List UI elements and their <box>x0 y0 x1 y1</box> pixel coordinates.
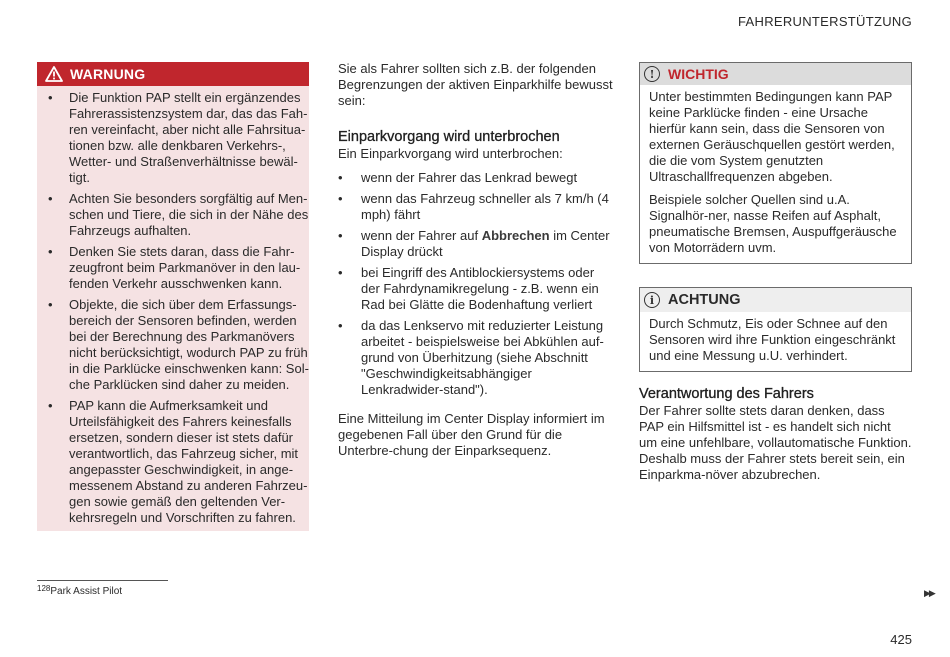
column-three <box>639 62 912 483</box>
list-item: • wenn der Fahrer das Lenkrad bewegt <box>338 170 614 186</box>
important-paragraph: Unter bestimmten Bedingungen kann PAP keine Parklücke finden - eine Ursache hierfür kann sein, dass die Sensoren von externen Geräuschquellen gestört werden, die die vom System genutzten Ultraschallfrequenzen abgeben. <box>649 89 895 184</box>
footnote <box>37 584 122 597</box>
important-box <box>639 62 912 264</box>
column-two <box>338 61 614 459</box>
caution-paragraph: Durch Schmutz, Eis oder Schnee auf den Sensoren wird ihre Funktion eingeschränkt und eine Messung u.U. verhindert. <box>649 316 896 363</box>
warning-list-item: • Objekte, die sich über dem Erfassungs- bereich der Sensoren befinden, werden bei der Berechnung des Parkmanövers nicht berücksichtigt, wodurch PAP zu früh in die Parklücke einschwenken kann: Sol- che Parklücken sind daher zu meiden. <box>45 297 303 393</box>
warning-list-item: • Die Funktion PAP stellt ein ergänzendes Fahrerassistenzsystem dar, das das Fah- ren vereinfacht, aber nicht alle Fahrsitua- tionen bzw. alle denkbaren Verkehrs-, Wetter- und Straßenverhältnisse bewäl- tigt. <box>45 90 303 186</box>
caution-title: ACHTUNG <box>668 292 741 308</box>
subintro-paragraph: Ein Einparkvorgang wird unterbrochen: <box>338 146 563 161</box>
warning-header <box>37 62 309 86</box>
section-heading-responsibility: Verantwortung des Fahrers <box>639 386 814 402</box>
intro-paragraph: Sie als Fahrer sollten sich z.B. der folgenden Begrenzungen der aktiven Einparkhilfe bewusst sein: <box>338 61 613 108</box>
caution-header <box>640 288 911 312</box>
important-title: WICHTIG <box>668 66 729 82</box>
page-header-title: FAHRERUNTERSTÜTZUNG <box>738 14 912 29</box>
important-paragraph: Beispiele solcher Quellen sind u.A. Signalhör-ner, nasse Reifen auf Asphalt, pneumatische Bremsen, Auspuffgeräusche von Motorrädern uvm. <box>649 192 897 255</box>
footnote-number: 128 <box>37 584 51 593</box>
important-header <box>640 63 911 85</box>
responsibility-paragraph: Der Fahrer sollte stets daran denken, dass PAP ein Hilfsmittel ist - es handelt sich nicht um eine unfehlbare, vollautomatische Funktion. Deshalb muss der Fahrer stets bereit sein, ein Einparkma-növer abzubrechen. <box>639 403 912 482</box>
warning-triangle-icon <box>45 66 63 82</box>
important-body <box>640 85 911 263</box>
warning-list-item: • Achten Sie besonders sorgfältig auf Men- schen und Tiere, die sich in der Nähe des Fahrzeugs aufhalten. <box>45 191 303 239</box>
footnote-text: Park Assist Pilot <box>50 586 123 597</box>
caution-box <box>639 287 912 372</box>
abbrechen-label: Abbrechen <box>481 228 550 243</box>
list-item: • wenn das Fahrzeug schneller als 7 km/h (4 mph) fährt <box>338 191 614 223</box>
footnote-divider <box>37 580 168 581</box>
list-item: • wenn der Fahrer auf Abbrechen im Center Display drückt <box>338 228 614 260</box>
next-page-arrows-icon: ▶▶ <box>924 588 934 598</box>
list-item: • da das Lenkservo mit reduzierter Leistung arbeitet - beispielsweise bei Abkühlen auf-grund von Überhitzung (siehe Abschnitt "Geschwindigkeitsabhängiger Lenkradwider-stand"). <box>338 318 614 398</box>
warning-list <box>37 86 309 526</box>
interruption-list <box>338 170 614 398</box>
warning-title: WARNUNG <box>70 66 146 82</box>
exclamation-circle-icon: ! <box>644 66 660 82</box>
warning-box <box>37 62 309 531</box>
closing-paragraph: Eine Mitteilung im Center Display informiert im gegebenen Fall über den Grund für die Unterbre-chung der Einparksequenz. <box>338 411 605 458</box>
list-item: • bei Eingriff des Antiblockiersystems oder der Fahrdynamikregelung - z.B. wenn ein Rad bei Glätte die Bodenhaftung verliert <box>338 265 614 313</box>
warning-list-item: • PAP kann die Aufmerksamkeit und Urteilsfähigkeit des Fahrers keinesfalls ersetzen, sondern dieser ist stets dafür verantwortlich, das Fahrzeug sicher, mit angepasster Geschwindigkeit, in ange- messenem Abstand zu anderen Fahrzeu- gen sowie gemäß den geltenden Ver- kehrsregeln und Vorschriften zu fahren. <box>45 398 303 526</box>
warning-list-item: • Denken Sie stets daran, dass die Fahr- zeugfront beim Parkmanöver in den lau- fenden Verkehr ausschwenken kann. <box>45 244 303 292</box>
info-circle-icon: i <box>644 292 660 308</box>
page-number: 425 <box>890 632 912 647</box>
caution-body <box>640 312 911 371</box>
section-heading-interrupted: Einparkvorgang wird unterbrochen <box>338 129 560 145</box>
